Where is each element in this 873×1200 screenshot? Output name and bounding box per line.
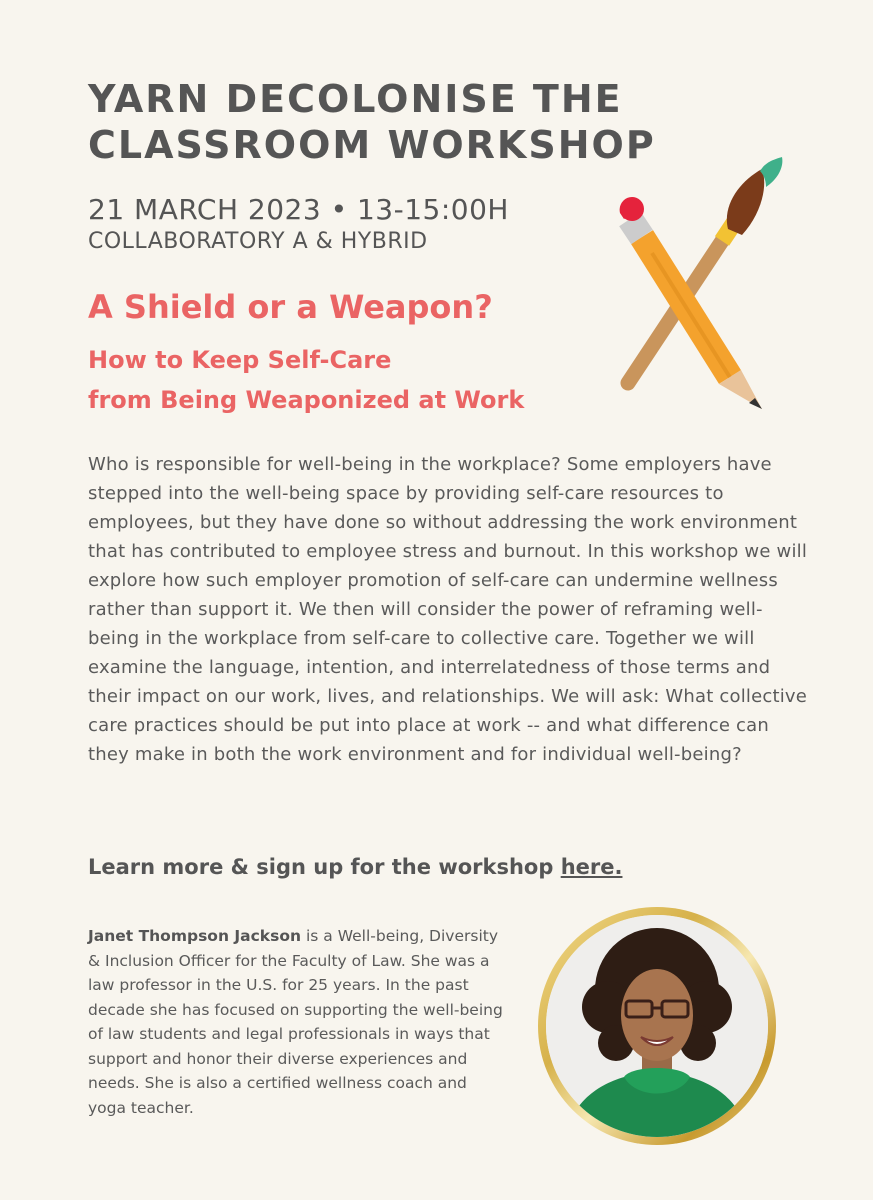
session-subtitle-line-2: from Being Weaponized at Work: [88, 386, 525, 414]
signup-link[interactable]: here.: [560, 855, 623, 879]
speaker-photo-frame: [538, 907, 776, 1145]
signup-text: Learn more & sign up for the workshop: [88, 855, 561, 879]
speaker-name: Janet Thompson Jackson: [88, 927, 302, 945]
session-subtitle: [88, 340, 524, 420]
workshop-description: Who is responsible for well-being in the workplace? Some employers have stepped into the well-being space by providing self-care resources to employees, but they have done so without addressing the work environment that has contributed to employee stress and burnout. In this workshop we will explore how such employer promotion of self-care can undermine wellness rather than support it. We then will consider the power of reframing well-being in the workplace from self-care to collective care. Together we will examine the language, intention, and interrelatedness of those terms and their impact on our work, lives, and relationships. We will ask: What collective care practices should be put into place at work -- and what difference can they make in both the work environment and for individual well-being?: [88, 454, 808, 765]
speaker-photo: [546, 915, 768, 1137]
speaker-bio: [88, 924, 508, 1120]
session-subtitle-line-1: How to Keep Self-Care: [88, 346, 392, 374]
event-date-time: 21 MARCH 2023 • 13-15:00H: [88, 193, 509, 226]
speaker-portrait-icon: [546, 915, 768, 1137]
signup-call-to-action: [88, 852, 622, 882]
workshop-title-line-1: YARN DECOLONISE THE: [88, 77, 623, 121]
speaker-bio-text: is a Well-being, Diversity & Inclusion Officer for the Faculty of Law. She was a law professor in the U.S. for 25 years. In the past decade she has focused on supporting the well-being of law students and legal professionals in ways that support and honor their diverse experiences and needs. She is also a certified wellness coach and yoga teacher.: [88, 927, 503, 1117]
workshop-title-line-2: CLASSROOM WORKSHOP: [88, 123, 656, 167]
event-venue: COLLABORATORY A & HYBRID: [88, 229, 428, 254]
session-title: A Shield or a Weapon?: [88, 288, 493, 326]
pencil-and-paintbrush-icon: [610, 155, 790, 415]
